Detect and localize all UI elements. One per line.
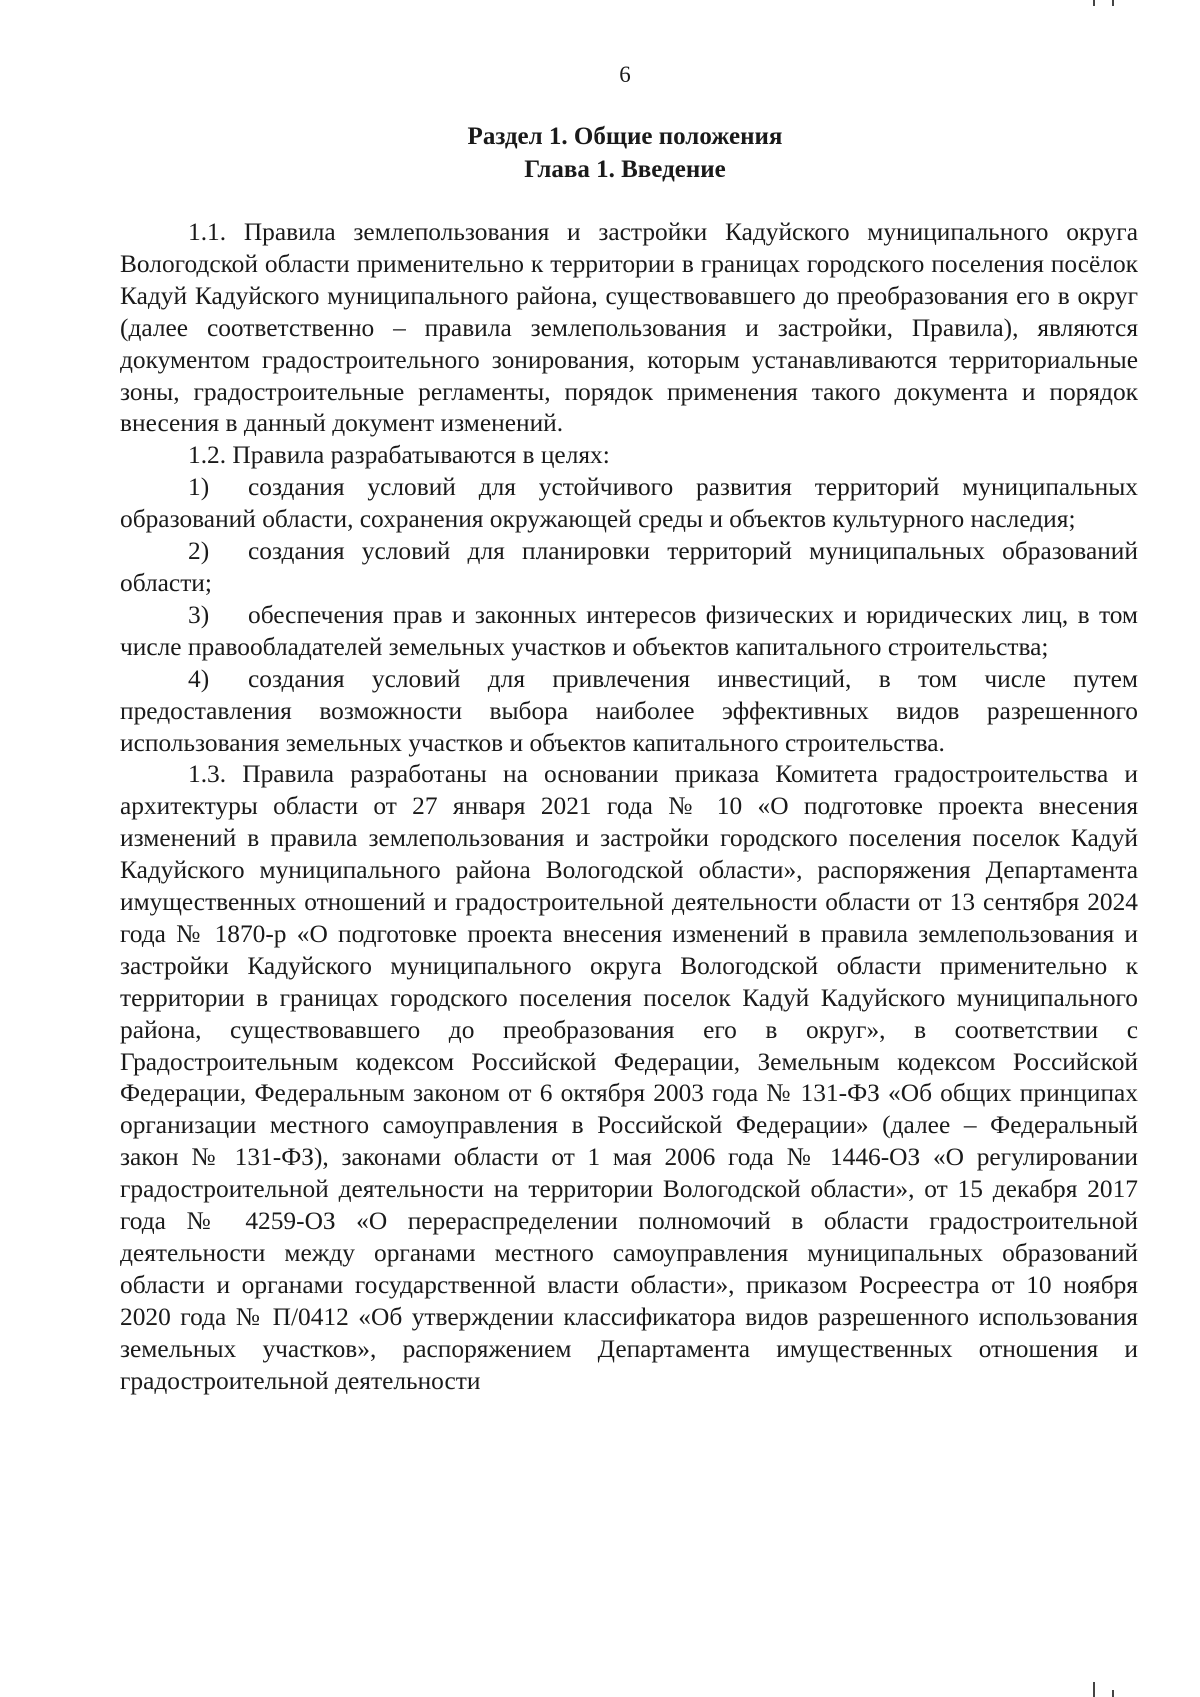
paragraph-1-1: 1.1. Правила землепользования и застройки Кадуйского муниципального округа Вологодской области применительно к территории в границах городского поселения посёлок Кадуй Кадуйского муниципального района, существовавшего до преобразования его в округ (далее соответственно – правила землепользования и застройки, Правила), являются документом градостроительного зонирования, которым устанавливаются территориальные зоны, градостроительные регламенты, порядок применения такого документа и порядок внесения в данный документ изменений. <box>120 218 1138 438</box>
heading-block <box>0 120 1200 186</box>
list-item-text: обеспечения прав и законных интересов физических и юридических лиц, в том числе правообладателей земельных участков и объектов капитального строительства; <box>120 600 1138 661</box>
chapter-title: Глава 1. Введение <box>524 156 726 183</box>
paragraph-1-2: 1.2. Правила разрабатываются в целях: <box>188 441 610 470</box>
section-title: Раздел 1. Общие положения <box>467 123 783 150</box>
page-number: 6 <box>619 62 631 87</box>
list-item-text: создания условий для привлечения инвестиций, в том числе путем предоставления возможности выбора наиболее эффективных видов разрешенного использования земельных участков и объектов капитального строительства. <box>120 664 1138 757</box>
paragraph-1-3: 1.3. Правила разработаны на основании приказа Комитета градостроительства и архитектуры области от 27 января 2021 года № 10 «О подготовке проекта внесения изменений в правила землепользования и застройки городского поселения поселок Кадуй Кадуйского муниципального района Вологодской области», распоряжения Департамента имущественных отношений и градостроительной деятельности области от 13 сентября 2024 года № 1870-р «О подготовке проекта внесения изменений в правила землепользования и застройки Кадуйского муниципального округа Вологодской области применительно к территории в границах городского поселения поселок Кадуй Кадуйского муниципального района, существовавшего до преобразования его в округ», в соответствии с Градостроительным кодексом Российской Федерации, Земельным кодексом Российской Федерации, Федеральным законом от 6 октября 2003 года № 131-ФЗ «Об общих принципах организации местного самоуправления в Российской Федерации» (далее – Федеральный закон № 131-ФЗ), законами области от 1 мая 2006 года № 1446-ОЗ «О регулировании градостроительной деятельности на территории Вологодской области», от 15 декабря 2017 года № 4259-ОЗ «О перераспределении полномочий в области градостроительной деятельности между органами местного самоуправления муниципальных образований области и органами государственной власти области», приказом Росреестра от 10 ноября 2020 года № П/0412 «Об утверждении классификатора видов разрешенного использования земельных участков», распоряжением Департамента имущественных отношения и градостроительной деятельности <box>120 760 1138 1395</box>
list-item-text: создания условий для планировки территорий муниципальных образований области; <box>120 537 1138 597</box>
list-item-text: создания условий для устойчивого развития территорий муниципальных образований области, сохранения окружающей среды и объектов культурного наследия; <box>120 473 1138 534</box>
list-item-number: 3) <box>188 600 210 629</box>
scan-corner-mark <box>1093 1682 1095 1697</box>
scan-corner-mark <box>1112 1690 1114 1697</box>
document-body <box>120 217 1138 1398</box>
list-item <box>120 472 1138 536</box>
list-item <box>120 664 1138 760</box>
list-item <box>120 600 1138 664</box>
scan-corner-mark <box>1112 0 1114 6</box>
list-item-number: 1) <box>188 473 210 502</box>
list-item <box>120 536 1138 600</box>
list-item-number: 4) <box>188 664 210 693</box>
scan-corner-mark <box>1093 0 1095 6</box>
list-item-number: 2) <box>188 537 210 566</box>
